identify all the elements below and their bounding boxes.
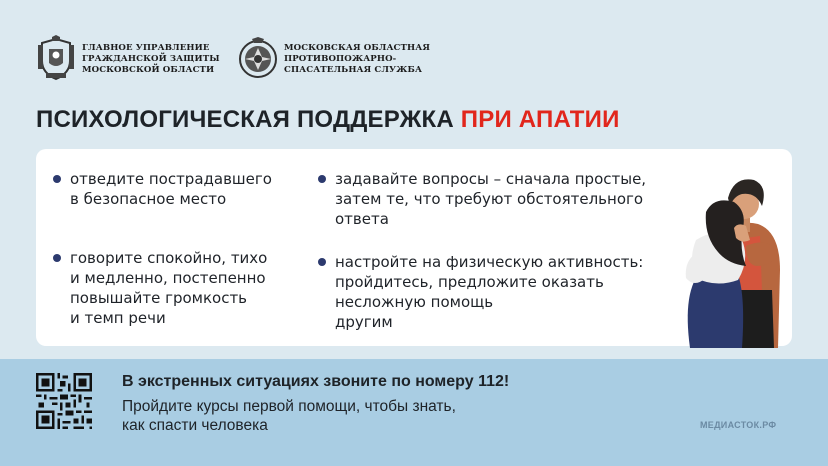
org-name-line: МОСКОВСКОЙ ОБЛАСТИ <box>82 64 215 75</box>
fire-service-emblem-icon <box>238 35 278 83</box>
title-main: ПСИХОЛОГИЧЕСКАЯ ПОДДЕРЖКА <box>36 106 454 133</box>
title-accent: ПРИ АПАТИИ <box>460 106 620 133</box>
tip-line: другим <box>335 313 393 331</box>
tip-item <box>53 169 272 209</box>
tip-line: говорите спокойно, тихо <box>70 249 268 267</box>
org-civil-defense <box>36 35 220 83</box>
tip-line: задавайте вопросы – сначала простые, <box>335 170 647 188</box>
tip-line: и темп речи <box>70 309 166 327</box>
source-credit: МЕДИАСТОК.РФ <box>700 420 777 430</box>
org-fire-service <box>238 35 430 83</box>
emergency-title: В экстренных ситуациях звоните по номеру 112! <box>122 373 510 390</box>
tip-line: отведите пострадавшего <box>70 170 272 188</box>
tip-line: затем те, что требуют обстоятельного <box>335 190 644 208</box>
org-fire-service-name <box>284 43 430 76</box>
emergency-band <box>0 359 828 466</box>
emergency-subtitle-line: как спасти человека <box>122 417 268 434</box>
tip-line: пройдитесь, предложите оказать <box>335 273 604 291</box>
tip-item <box>53 248 267 328</box>
tip-item <box>318 169 646 229</box>
coat-of-arms-icon <box>36 35 76 83</box>
tip-item <box>318 252 643 332</box>
tip-line: и медленно, постепенно <box>70 269 266 287</box>
org-name-line: ГЛАВНОЕ УПРАВЛЕНИЕ <box>82 42 210 53</box>
tip-line: повышайте громкость <box>70 289 248 307</box>
org-name-line: СПАСАТЕЛЬНАЯ СЛУЖБА <box>284 64 423 75</box>
tip-line: настройте на физическую активность: <box>335 253 644 271</box>
qr-code-icon[interactable] <box>36 373 92 429</box>
org-civil-defense-name <box>82 43 220 76</box>
emergency-subtitle <box>122 397 456 435</box>
tip-line: в безопасное место <box>70 190 227 208</box>
hugging-people-illustration <box>676 170 786 348</box>
emergency-subtitle-line: Пройдите курсы первой помощи, чтобы знать, <box>122 398 456 415</box>
org-name-line: ПРОТИВОПОЖАРНО- <box>284 53 397 64</box>
org-name-line: МОСКОВСКАЯ ОБЛАСТНАЯ <box>284 42 430 53</box>
org-name-line: ГРАЖДАНСКОЙ ЗАЩИТЫ <box>82 53 220 64</box>
tip-line: ответа <box>335 210 389 228</box>
page-title <box>36 106 620 134</box>
tip-line: несложную помощь <box>335 293 494 311</box>
